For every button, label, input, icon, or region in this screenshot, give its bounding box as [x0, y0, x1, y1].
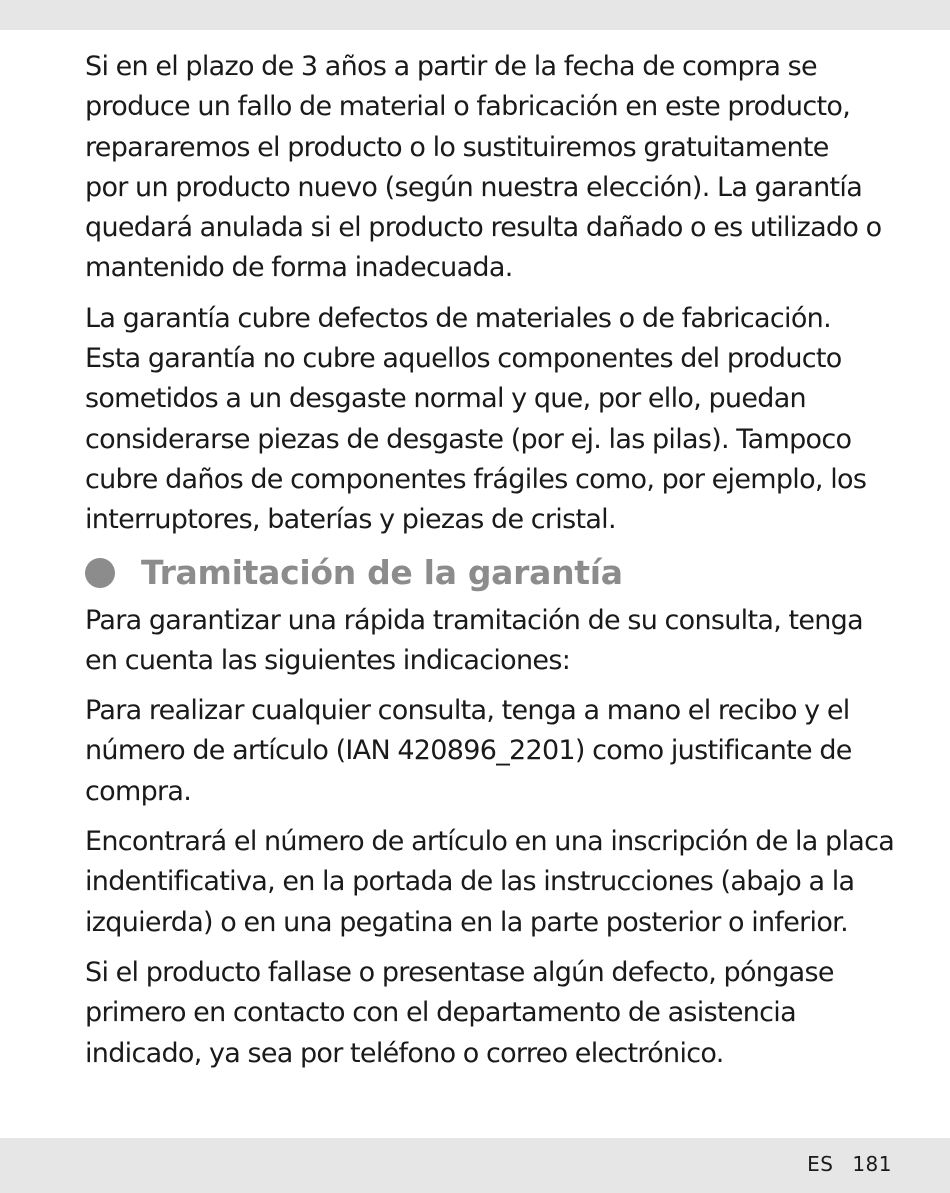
section-heading	[85, 545, 900, 601]
section-title: Tramitación de la garantía	[141, 553, 623, 593]
procedure-paragraph-1: Para garantizar una rápida tramitación de su consulta, tenga en cuenta las siguientes indicaciones:	[85, 604, 863, 676]
procedure-paragraph-2: Para realizar cualquier consulta, tenga a mano el recibo y el número de artículo (IAN 420896_2201) como justificante de compra.	[85, 695, 852, 807]
warranty-paragraph-1: Si en el plazo de 3 años a partir de la fecha de compra se produce un fallo de material o fabricación en este producto, repararemos el producto o lo sustituiremos gratuitamente por un producto nuevo (según nuestra elección). La garantía quedará anulada si el producto resulta dañado o es utilizado o mantenido de forma inadecuada.	[85, 51, 882, 284]
procedure-paragraph-3: Encontrará el número de artículo en una inscripción de la placa indentificativa, en la portada de las instrucciones (abajo a la izquierda) o en una pegatina en la parte posterior o inferior.	[85, 826, 895, 938]
procedure-paragraph-4: Si el producto fallase o presentase algún defecto, póngase primero en contacto con el departamento de asistencia indicado, ya sea por teléfono o correo electrónico.	[85, 956, 834, 1069]
page-footer	[807, 1152, 892, 1176]
top-band	[0, 0, 950, 30]
language-code: ES	[807, 1152, 834, 1176]
bullet-circle-icon	[85, 558, 115, 588]
page-number: 181	[852, 1152, 892, 1176]
warranty-paragraph-2: La garantía cubre defectos de materiales o de fabricación. Esta garantía no cubre aquellos componentes del producto sometidos a un desgaste normal y que, por ello, puedan considerarse piezas de desgaste (por ej. las pilas). Tampoco cubre daños de componentes frágiles como, por ejemplo, los interruptores, baterías y piezas de cristal.	[85, 302, 867, 536]
page-content	[85, 47, 900, 1084]
